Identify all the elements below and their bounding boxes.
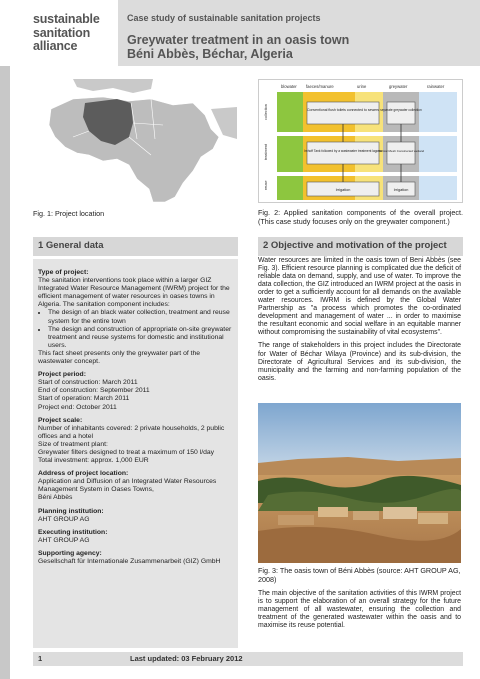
objective-paragraph-1: Water resources are limited in the oasis town of Beni Abbès (see Fig. 3). Efficient resource planning is complicated due the deficit of reliable data on demand, supply, and use of water. To improve the data collection, the GIZ introduced an IWRM project at the oasis in order to get a sufficiently account for all demands on the available water resources. IWRM is defined by the Global Water Partnership as "a process which promotes the co-ordinated development and management of water ... in order to maximise the resultant economic and social welfare in an equitable manner without compromising the sustainability of vital ecosystems". [258,257,461,337]
list-item: • The design and construction of appropriate on-site greywater treatment and reuse systems for domestic and institutional users. [48,326,233,350]
support-label: Supporting agency: [38,549,102,557]
col-greywater: greywater [389,84,408,89]
page-title [127,33,349,61]
section-1-heading: 1 General data [33,237,238,256]
row-treatment: treatment [264,143,268,160]
support-text: Gesellschaft für Internationale Zusammenarbeit (GIZ) GmbH [38,558,221,565]
planning-label: Planning institution: [38,507,104,515]
logo-line-1: sustainable [33,12,100,26]
page-header [0,0,480,66]
address-label: Address of project location: [38,470,129,478]
oasis-photo-image [258,403,461,563]
scale-label: Project scale: [38,416,83,424]
objective-paragraph-3: The main objective of the sanitation activities of this IWRM project is to support the elaboration of an overall strategy for the future management of all wastewater, ensuring the collection and treatment of the generated wastewater within the oasis and to maximise its reuse potential. [258,590,461,630]
row-collection: collection [264,104,268,120]
oasis-town-photo [258,403,461,563]
header-divider [114,0,118,66]
component-list [38,309,233,349]
title-line-1: Greywater treatment in an oasis town [127,33,350,47]
period-label: Project period: [38,371,86,379]
left-sidebar-strip [0,66,10,679]
box-flush-toilets: Conventional flush toilets connected to sewers [307,108,379,112]
type-text: The sanitation interventions took place within a larger GIZ Integrated Water Resource Management (IWRM) project for the efficient management of water resources in oases towns in Algeria. The sanitation component includes: [38,277,230,309]
list-item: • The design of an black water collection, treatment and reuse system for the entire town [48,309,233,325]
address-line: Béni Abbès [38,494,73,502]
objective-paragraph-2: The range of stakeholders in this project includes the Directorate for Water of Béchar Wilaya (Province) and its sub-division, the Directorate of Agricultural Services and its sub-division, the municipality and the farming and non-farming population of the oasis. [258,342,461,382]
logo-line-2: sanitation [33,25,91,40]
scale-line: Total investment: approx. 1,000 EUR [38,457,149,465]
row-reuse: reuse [264,180,268,190]
fig3-caption: Fig. 3: The oasis town of Béni Abbès (source: AHT GROUP AG, 2008) [258,566,461,584]
col-faeces: faeces/manure [306,84,334,89]
address-line: Application and Diffusion of an Integrated Water Resources Management System in Oases Towns, [38,478,217,494]
page-number: 1 [38,654,43,663]
box-irrigation-2: Irrigation [393,188,409,192]
section-2-heading: 2 Objective and motivation of the project [258,237,463,256]
header-subtitle: Case study of sustainable sanitation projects [127,13,321,23]
africa-map-image [33,79,237,202]
fig2-caption: Fig. 2: Applied sanitation components of the overall project. (This case study focuses only on the greywater component.) [258,208,463,226]
project-location-map [33,79,237,202]
period-line: Project end: October 2011 [38,403,117,411]
col-urine: urine [357,84,367,89]
box-greywater-collection: separate greywater collection [380,108,422,112]
executing-label: Executing institution: [38,528,108,536]
type-label: Type of project: [38,269,89,276]
title-line-2: Béni Abbès, Béchar, Algeria [127,47,293,61]
col-blowater: blowater [281,84,297,89]
period-line: End of construction: September 2011 [38,387,150,395]
logo [0,0,114,66]
fig1-caption: Fig. 1: Project location [33,209,105,218]
components-diagram-svg [259,80,462,202]
type-text-2: This fact sheet presents only the greywater part of the wastewater concept. [38,349,201,366]
box-imhoff-tank: Imhoff Tank followed by a wastewater treatment lagoon [304,149,382,153]
col-rainwater: rainwater [427,84,445,89]
last-updated: Last updated: 03 February 2012 [130,654,243,663]
period-line: Start of construction: March 2011 [38,379,138,387]
executing-text: AHT GROUP AG [38,536,90,544]
sanitation-components-diagram [258,79,463,203]
period-line: Start of operation: March 2011 [38,395,130,403]
box-irrigation-1: Irrigation [335,188,351,192]
box-constructed-wetland: Vertical Mesh Constructed wetland [377,149,425,153]
scale-line: Greywater filters designed to treat a maximum of 150 l/day [38,448,215,456]
footer-band [33,652,463,666]
planning-text: AHT GROUP AG [38,515,90,523]
objective-text [258,257,461,383]
logo-text [33,13,100,54]
logo-line-3: alliance [33,39,78,53]
general-data-panel [33,259,238,648]
scale-line: Number of inhabitants covered: 2 private households, 2 public offices and a hotel [38,424,225,440]
scale-line: Size of treatment plant: [38,440,108,448]
